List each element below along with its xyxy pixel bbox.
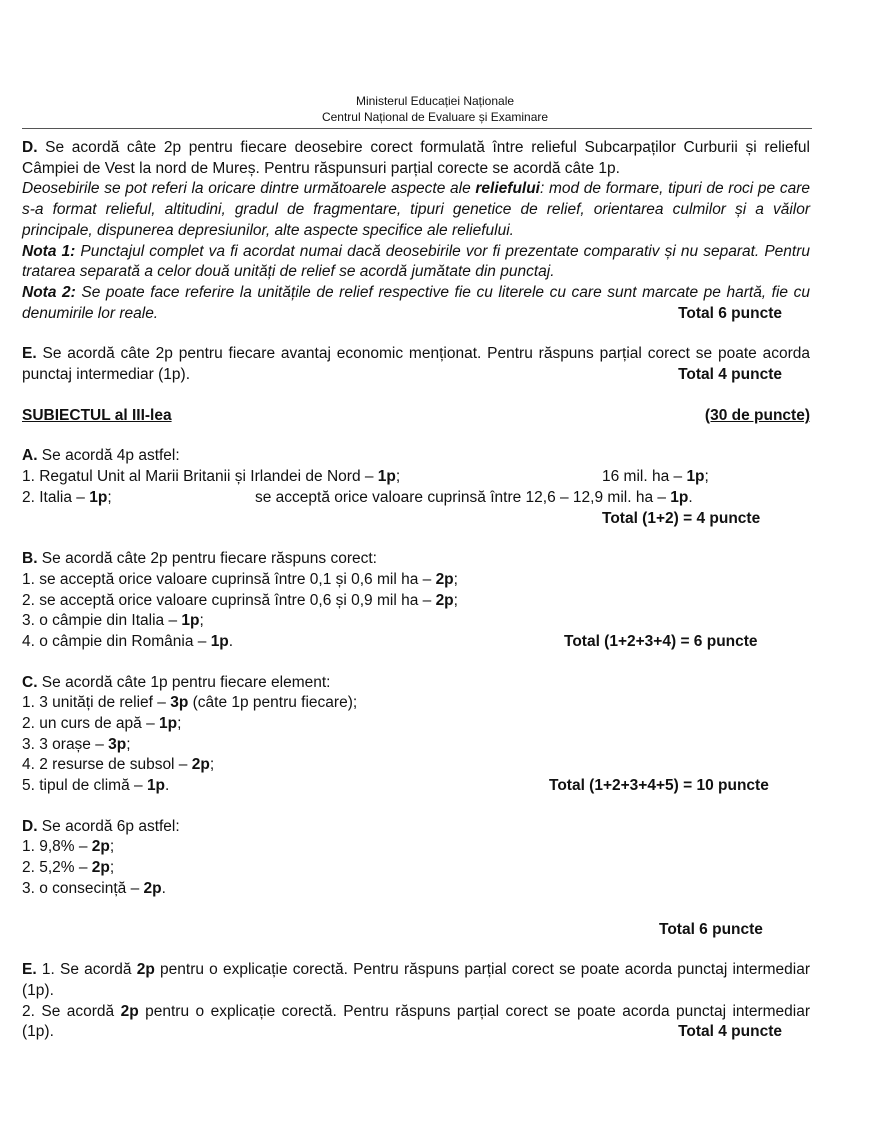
part-c-total: Total (1+2+3+4+5) = 10 puncte — [549, 777, 769, 795]
header-ministry: Ministerul Educației Naționale — [355, 94, 515, 108]
part-a-item-2-points: 1p — [89, 488, 108, 506]
section-e-total: Total 4 puncte — [678, 366, 782, 384]
nota2-text: Se poate face referire la unitățile de relief respective fie cu literele cu care sunt marcate pe hartă, fie cu denumirile lor reale. — [22, 283, 810, 322]
part-a-total-row — [22, 509, 810, 530]
list-item-points: 3p — [108, 735, 127, 753]
part-a-intro-text: Se acordă 4p astfel: — [37, 447, 180, 465]
section-e-label: E. — [22, 345, 37, 363]
part-b-item — [22, 611, 810, 632]
part-a-item-2-text: 2. Italia – — [22, 488, 90, 506]
part-c-item — [22, 714, 810, 735]
part-b-intro-text: Se acordă câte 2p pentru fiecare răspuns corect: — [37, 550, 377, 568]
nota2-label: Nota 2: — [22, 283, 76, 301]
part-b-item — [22, 632, 810, 653]
part-d-total: Total 6 puncte — [659, 920, 763, 938]
part-a-item-2 — [22, 488, 810, 509]
part-a-item-2-end: ; — [107, 488, 112, 506]
part-b-intro — [22, 549, 810, 570]
list-item-text: 2. un curs de apă – — [22, 715, 160, 733]
section-d-aspects-text-a: Deosebirile se pot referi la oricare dintre următoarele aspecte ale — [22, 180, 476, 198]
nota1-label: Nota 1: — [22, 242, 76, 260]
list-item-end: ; — [177, 715, 182, 733]
document-body — [22, 138, 810, 1043]
part-b-item — [22, 570, 810, 591]
part-e-paragraph-1 — [22, 960, 810, 1001]
part-c-intro-text: Se acordă câte 1p pentru fiecare element: — [37, 673, 331, 691]
part-a-item-1-text: 1. Regatul Unit al Marii Britanii și Irlandei de Nord – — [22, 468, 378, 486]
list-item-end: ; — [453, 570, 458, 588]
header-center: Centrul Național de Evaluare și Examinare — [321, 110, 549, 124]
list-item-points: 1p — [146, 777, 166, 795]
nota1-text: Punctajul complet va fi acordat numai dacă deosebirile vor fi prezentate comparativ și nu separat. Pentru tratarea separată a celor două unități de relief se acordă jumătate din punctaj. — [22, 242, 810, 281]
part-e-p2-text-a: 2. Se acordă — [22, 1002, 121, 1020]
part-e-p2-points: 2p — [120, 1002, 139, 1020]
section-d-paragraph — [22, 138, 810, 179]
part-d-item — [22, 879, 810, 900]
part-e-total: Total 4 puncte — [678, 1023, 782, 1041]
list-item-end: ; — [126, 735, 131, 753]
part-c-item — [22, 735, 810, 756]
part-c-item — [22, 755, 810, 776]
section-d-aspects — [22, 179, 810, 241]
list-item-end: (câte 1p pentru fiecare); — [188, 694, 358, 712]
list-item-end: ; — [453, 591, 458, 609]
part-e-p1-text-b: pentru o explicație corectă. Pentru răspuns parțial corect se poate acorda punctaj intermediar (1p). — [22, 961, 811, 999]
part-b-item — [22, 591, 810, 612]
part-d-item — [22, 858, 810, 879]
list-item-end: ; — [109, 838, 115, 856]
list-item-text: 1. se acceptă orice valoare cuprinsă între 0,1 și 0,6 mil ha – — [22, 570, 436, 588]
document-header — [0, 93, 870, 125]
part-d-intro — [22, 817, 810, 838]
part-a-item-1-value: 16 mil. ha – — [602, 468, 687, 486]
subiect-heading — [22, 406, 810, 427]
list-item-text: 3. 3 orașe – — [22, 735, 109, 753]
part-e-p2-text-b: pentru o explicație corectă. Pentru răspuns parțial corect se poate acorda punctaj intermediar (1p). — [22, 1002, 810, 1041]
part-c-label: C. — [22, 673, 38, 691]
list-item-text: 2. se acceptă orice valoare cuprinsă între 0,6 și 0,9 mil ha – — [22, 591, 436, 609]
part-e-label: E. — [22, 961, 37, 979]
part-d-item — [22, 837, 810, 858]
part-e-paragraph-2 — [22, 1002, 810, 1043]
list-item-end: ; — [109, 859, 115, 877]
list-item-end: . — [161, 879, 166, 897]
section-d-total: Total 6 puncte — [678, 304, 782, 322]
list-item-end: ; — [209, 756, 215, 774]
part-a-item-1 — [22, 467, 810, 488]
list-item-points: 2p — [191, 756, 210, 774]
part-d-total-row — [22, 920, 810, 941]
part-c-item — [22, 776, 810, 797]
list-item-text: 1. 3 unități de relief – — [22, 694, 171, 712]
list-item-text: 4. o câmpie din România – — [22, 632, 211, 650]
part-e-p1-points: 2p — [136, 961, 155, 979]
section-d-aspects-text-b: : mod de formare, tipuri de roci pe care s-a format relieful, altitudini, gradul de fragmentare, tipuri genetice de relief, orientarea culmilor și a văilor principale, dispunerea depresiunilor, alte aspecte specifice ale reliefului. — [22, 180, 810, 239]
list-item-text: 4. 2 resurse de subsol – — [22, 756, 192, 774]
list-item-text: 5. tipul de climă – — [22, 777, 147, 795]
section-d-aspects-bold: reliefului — [475, 180, 540, 198]
section-d-nota1 — [22, 242, 810, 283]
list-item-text: 3. o câmpie din Italia – — [22, 612, 182, 630]
part-b-label: B. — [22, 550, 38, 568]
part-a-intro — [22, 446, 810, 467]
list-item-points: 2p — [435, 570, 454, 588]
list-item-points: 1p — [210, 632, 229, 650]
list-item-end: . — [228, 632, 234, 650]
section-d-text: Se acordă câte 2p pentru fiecare deosebire corect formulată între relieful Subcarpaților Curburii și relieful Câmpiei de Vest la nord de Mureș. Pentru răspunsuri parțial corecte se acordă câte 1p. — [22, 139, 810, 177]
part-b-total: Total (1+2+3+4) = 6 puncte — [564, 632, 758, 650]
part-d-intro-text: Se acordă 6p astfel: — [37, 817, 180, 835]
list-item-points: 1p — [159, 715, 178, 733]
list-item-points: 2p — [91, 859, 110, 877]
part-c-item — [22, 693, 810, 714]
list-item-points: 2p — [435, 591, 454, 609]
part-a-item-2-value: se acceptă orice valoare cuprinsă între 12,6 – 12,9 mil. ha – — [255, 488, 671, 506]
part-a-item-1-value-points: 1p — [686, 468, 705, 486]
list-item-end: . — [165, 777, 170, 795]
list-item-text: 3. o consecință – — [22, 879, 144, 897]
subiect-points: (30 de puncte) — [704, 406, 810, 424]
part-a-item-1-value-end: ; — [704, 468, 709, 486]
list-item-points: 2p — [143, 879, 162, 897]
part-a-total: Total (1+2) = 4 puncte — [602, 509, 761, 527]
part-a-item-1-end: ; — [395, 468, 401, 486]
list-item-text: 1. 9,8% – — [22, 838, 92, 856]
list-item-points: 2p — [91, 838, 110, 856]
part-a-item-2-value-end: . — [688, 488, 693, 506]
list-item-points: 3p — [170, 694, 189, 712]
list-item-points: 1p — [181, 612, 200, 630]
list-item-end: ; — [199, 612, 204, 630]
section-d-label: D. — [22, 139, 38, 156]
part-a-label: A. — [22, 447, 38, 465]
section-e-text: Se acordă câte 2p pentru fiecare avantaj economic menționat. Pentru răspuns parțial corect se poate acorda punctaj intermediar (1p). — [22, 345, 810, 384]
part-e-p1-text-a: 1. Se acordă — [36, 961, 137, 979]
header-divider — [22, 128, 812, 129]
part-c-intro — [22, 673, 810, 694]
part-a-item-1-points: 1p — [377, 468, 396, 486]
subiect-title: SUBIECTUL al III-lea — [22, 406, 172, 424]
list-item-text: 2. 5,2% – — [22, 859, 92, 877]
section-e-paragraph — [22, 344, 810, 385]
part-d-label: D. — [22, 817, 38, 835]
part-a-item-2-value-points: 1p — [670, 488, 689, 506]
section-d-nota2 — [22, 283, 810, 324]
